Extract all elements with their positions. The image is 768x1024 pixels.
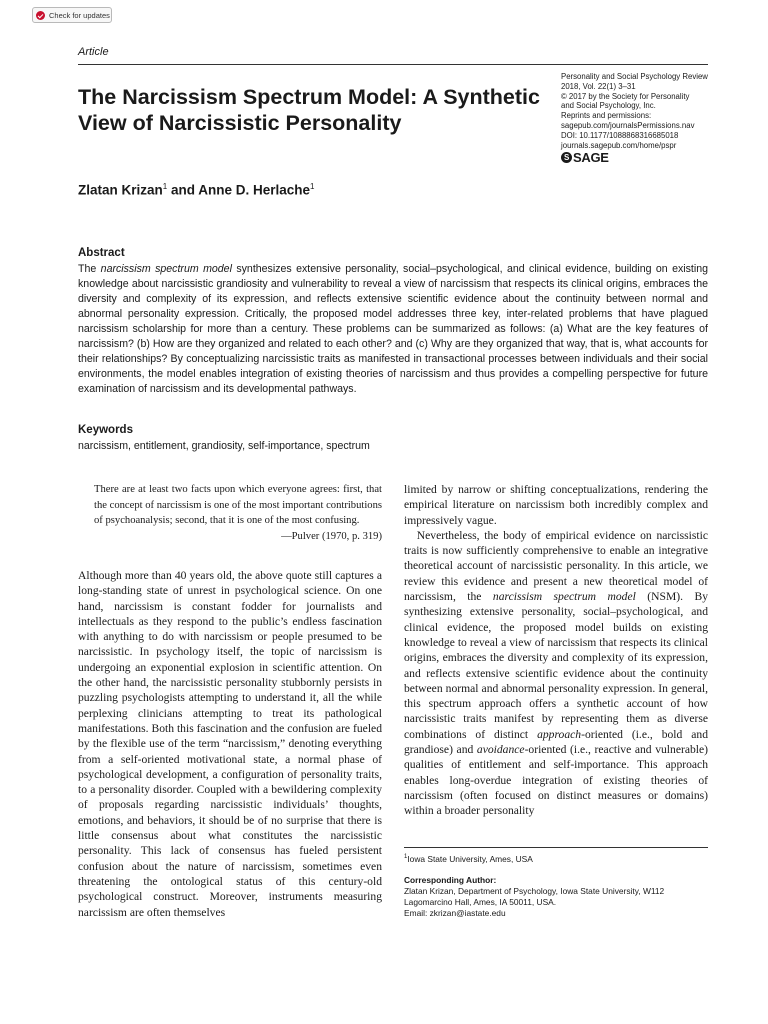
body-paragraph (404, 528, 708, 819)
body-paragraph-continuation: limited by narrow or shifting conceptualizations, rendering the empirical literature on narcissism both incredibly complex and impressively vague. (404, 483, 708, 527)
article-title: The Narcissism Spectrum Model: A Synthetic View of Narcissistic Personality (78, 85, 540, 135)
footnote-divider (404, 847, 708, 848)
permissions-link[interactable]: sagepub.com/journalsPermissions.nav (561, 120, 695, 130)
body-column-right (404, 482, 708, 819)
keywords-list: narcissism, entitlement, grandiosity, self-importance, spectrum (78, 440, 370, 452)
copyright-line: © 2017 by the Society for Personality (561, 91, 690, 101)
abstract-text: synthesizes extensive personality, social–psychological, and clinical evidence, building on existing knowledge about narcissistic grandiosity and vulnerability to reveal a view of narcissism that respects its clinical origins, embraces the diversity and complexity of its expression, and reflects extensive scientific evidence about the continuity between normal and abnormal personality expression. Critically, the proposed model addresses three key, inter-related problems that have plagued narcissism scholarship for more than a century. These problems can be summarized as follows: (a) What are the key features of narcissism? (b) How are they organized and related to each other? and (c) Why are they organized that way, that is, what accounts for their relationships? By conceptualizing narcissistic traits as manifested in transactional processes between individuals and their social environments, the model enables integration of existing theories of narcissism and thus provides a compelling perspective for future examination of narcissism and its developmental pathways. (78, 263, 709, 395)
author-name: Anne D. Herlache (198, 182, 311, 198)
corresponding-author (404, 875, 664, 919)
corresponding-author-address: Lagomarcino Hall, Ames, IA 50011, USA. (404, 897, 557, 907)
author-list (78, 182, 314, 198)
abstract-lead: The (78, 263, 101, 275)
journal-volume: 2018, Vol. 22(1) 3–31 (561, 81, 636, 91)
body-text: -oriented (i.e., bold and grandiose) and (404, 727, 708, 757)
corresponding-author-email[interactable]: Email: zkrizan@iastate.edu (404, 908, 506, 918)
reprints-label: Reprints and permissions: (561, 111, 652, 121)
affiliation-mark: 1 (404, 854, 408, 861)
body-term: narcissism spectrum model (492, 590, 636, 604)
checkmark-icon (36, 11, 45, 20)
abstract-body (78, 262, 708, 397)
author-affiliation-mark: 1 (162, 182, 168, 191)
epigraph-citation: —Pulver (1970, p. 319) (281, 530, 382, 542)
body-column-left: Although more than 40 years old, the above quote still captures a long-standing state of unrest in psychological science. On one hand, narcissism is constant fodder for journalists and intellectuals as they respond to the public’s endless fascination with anything to do with narcissism or people presumed to be narcissistic. In psychology itself, the topic of narcissism is undergoing an exponential explosion in scientific attention. On the other hand, the narcissistic personality stubbornly persists in puzzling psychologists attempting to understand it, all the while perplexing clinicians attempting to treat its pathological manifestations. Both this fascination and the confusion are fueled by the flexible use of the term “narcissism,” denoting everything from a self-oriented motivational state, a normal phase of psychological development, a configuration of personality traits, to a personality disorder. Coupled with a bewildering complexity of proposals regarding narcissistic individuals’ thoughts, emotions, and behaviors, it should be of no surprise that there is little consensus about what constitutes the narcissistic personality. This lack of consensus has fueled persistent confusion about the nature of narcissism, sometimes even threatening the ontological status of this century-old psychological construct. Moreover, instruments measuring narcissism are often themselves (78, 569, 382, 919)
sage-logo-icon: S (561, 152, 572, 163)
article-type-label: Article (78, 46, 109, 58)
check-for-updates-badge[interactable] (32, 7, 112, 23)
abstract-heading: Abstract (78, 247, 125, 259)
body-term: avoidance (476, 743, 525, 757)
check-for-updates-label: Check for updates (49, 10, 110, 20)
body-text: -oriented (i.e., reactive and vulnerable) qualities of entitlement and self-importance. This approach enables long-overdue integration of existing theories of narcissism (often focused on distinct measures or domains) within a broader personality (404, 743, 708, 818)
author-connector: and (167, 182, 199, 198)
journal-homepage-link[interactable]: journals.sagepub.com/home/pspr (561, 140, 677, 150)
keywords-heading: Keywords (78, 424, 133, 436)
epigraph (94, 482, 382, 544)
author-affiliation-mark: 1 (310, 182, 315, 191)
copyright-line-2: and Social Psychology, Inc. (561, 101, 656, 111)
sage-logo (561, 149, 721, 165)
body-text: (NSM). By synthesizing extensive personality, social–psychological, and clinical evidence, the proposed model builds on existing knowledge to reveal a view of narcissism that respects its clinical origins, embraces the diversity and complexity of its expression, and reflects extensive scientific evidence about the continuity between normal and abnormal personality expression. In general, this spectrum approach offers a synthetic account of how narcissistic traits manifest by representing them as diverse combinations of distinct (404, 590, 708, 741)
journal-name: Personality and Social Psychology Review (561, 72, 708, 81)
abstract-term: narcissism spectrum model (100, 263, 232, 275)
body-text: Nevertheless, the body of empirical evidence on narcissistic traits is now sufficiently comprehensive to enable an integrative theoretical account of narcissistic personality. In this article, we review this evidence and present a new theoretical model of narcissism, the (404, 528, 708, 604)
epigraph-quote: There are at least two facts upon which everyone agrees: first, that the concept of narcissism is one of the most important contributions of psychoanalysis; second, that it is one of the most confusing. (94, 484, 382, 526)
corresponding-author-heading: Corresponding Author: (404, 875, 497, 885)
affiliation-text: Iowa State University, Ames, USA (407, 854, 533, 864)
doi-link[interactable]: DOI: 10.1177/1088868316685018 (561, 130, 679, 140)
journal-info (561, 72, 721, 163)
corresponding-author-line: Zlatan Krizan, Department of Psychology, Iowa State University, W112 (404, 886, 665, 896)
author-affiliation (404, 854, 533, 864)
author-name: Zlatan Krizan (78, 182, 163, 198)
body-term: approach (537, 727, 582, 741)
title-divider (78, 64, 708, 65)
sage-logo-text: SAGE (573, 149, 609, 165)
